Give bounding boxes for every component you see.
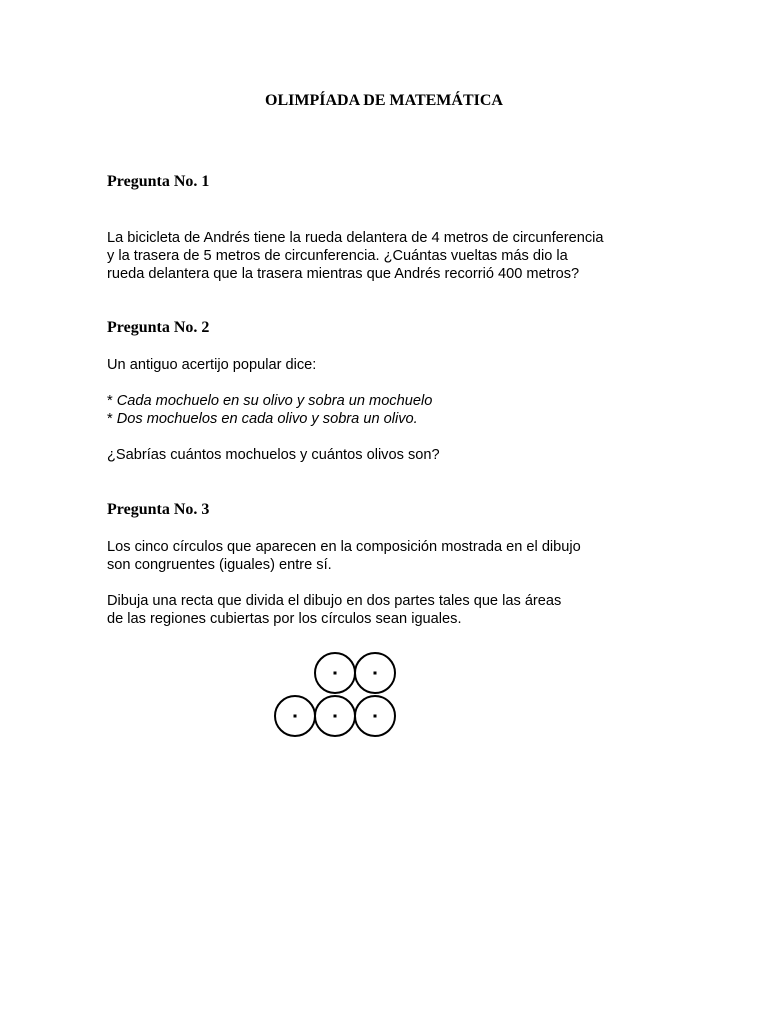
question-1-line: rueda delantera que la trasera mientras que Andrés recorrió 400 metros?: [107, 266, 580, 282]
question-3-line: Dibuja una recta que divida el dibujo en dos partes tales que las áreas: [107, 593, 562, 609]
riddle-line-text: Cada mochuelo en su olivo y sobra un mochuelo: [116, 393, 433, 409]
bullet-mark: *: [107, 393, 117, 409]
question-1-text: [107, 229, 667, 283]
question-2-question-text: ¿Sabrías cuántos mochuelos y cuántos olivos son?: [107, 447, 440, 463]
question-3-line: Los cinco círculos que aparecen en la composición mostrada en el dibujo: [107, 539, 581, 555]
question-3-line: de las regiones cubiertas por los círculos sean iguales.: [107, 611, 462, 627]
question-3-line: son congruentes (iguales) entre sí.: [107, 557, 332, 573]
question-1-line: La bicicleta de Andrés tiene la rueda delantera de 4 metros de circunferencia: [107, 230, 604, 246]
riddle-line-text: Dos mochuelos en cada olivo y sobra un olivo.: [116, 411, 418, 427]
bullet-mark: *: [107, 411, 117, 427]
riddle-line: [107, 392, 667, 410]
question-2-heading: Pregunta No. 2: [107, 319, 210, 336]
center-dot: [334, 672, 337, 675]
question-2-question: [107, 446, 667, 464]
question-2-riddle: [107, 392, 667, 428]
question-2-intro-text: Un antiguo acertijo popular dice:: [107, 357, 317, 373]
five-circles-figure: [270, 648, 400, 742]
question-2-intro: [107, 356, 667, 374]
question-3-paragraph-1: [107, 538, 667, 574]
center-dot: [294, 715, 297, 718]
question-1-heading: Pregunta No. 1: [107, 173, 210, 190]
question-3-heading: Pregunta No. 3: [107, 501, 210, 518]
riddle-line: [107, 410, 667, 428]
center-dot: [374, 715, 377, 718]
page-title: OLIMPÍADA DE MATEMÁTICA: [265, 92, 503, 109]
center-dot: [334, 715, 337, 718]
question-1-line: y la trasera de 5 metros de circunferencia. ¿Cuántas vueltas más dio la: [107, 248, 568, 264]
question-3-paragraph-2: [107, 592, 667, 628]
center-dot: [374, 672, 377, 675]
